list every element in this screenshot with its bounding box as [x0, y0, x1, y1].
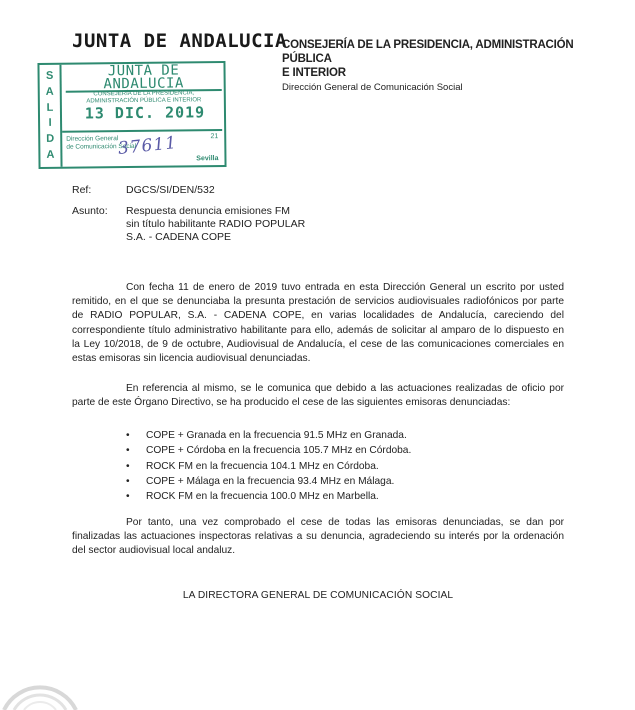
stamp-entry-number: 37611: [117, 132, 178, 160]
stamp-junta: JUNTA DE ANDALUCIA: [103, 62, 184, 93]
stamp-dg-line1: Dirección General: [66, 135, 119, 143]
asunto-line2: sin título habilitante RADIO POPULAR: [126, 218, 306, 230]
body-paragraph-2: En referencia al mismo, se le comunica que debido a las actuaciones realizadas de oficio por parte de este Órgano Directivo, se ha producido el cese de las siguientes emisoras denunciadas:: [72, 383, 564, 409]
list-item: • ROCK FM en la frecuencia 100.0 MHz en Marbella.: [126, 489, 411, 504]
list-item: • ROCK FM en la frecuencia 104.1 MHz en Córdoba.: [126, 459, 411, 474]
junta-de-andalucia-title: JUNTA DE ANDALUCIA: [72, 30, 287, 52]
list-item: • COPE + Córdoba en la frecuencia 105.7 MHz en Córdoba.: [126, 443, 411, 458]
asunto-row: [72, 205, 306, 244]
ref-row: [72, 184, 306, 197]
stamp-sub-line2: ADMINISTRACIÓN PÚBLICA E INTERIOR: [86, 96, 202, 104]
asunto-label: Asunto:: [72, 205, 108, 217]
stamp-number: 21: [210, 133, 219, 141]
footer-logo-mark-icon: [0, 670, 80, 710]
asunto-line3: S.A. - CADENA COPE: [126, 231, 232, 243]
stamp-letter: I: [48, 117, 52, 130]
emisoras-list: [126, 428, 411, 504]
stamp-header-box: [65, 62, 221, 104]
consejeria-name-line2: E INTERIOR: [282, 67, 346, 79]
stamp-letter: S: [45, 70, 54, 83]
asunto-value: [126, 205, 306, 244]
direccion-general: Dirección General de Comunicación Social: [282, 82, 463, 93]
stamp-date: 13 DIC. 2019: [84, 103, 206, 123]
list-item: • COPE + Granada en la frecuencia 91.5 MHz en Granada.: [126, 428, 411, 443]
stamp-letter: D: [46, 132, 55, 145]
consejeria-name-line1: CONSEJERÍA DE LA PRESIDENCIA, ADMINISTRACIÓN PÚBLICA: [282, 39, 574, 65]
stamp-letter: A: [45, 85, 54, 98]
ref-value: DGCS/SI/DEN/532: [126, 184, 215, 196]
stamp-side-letters: [39, 65, 62, 167]
stamp-city: Sevilla: [196, 155, 219, 163]
list-item: • COPE + Málaga en la frecuencia 93.4 MHz en Málaga.: [126, 474, 411, 489]
stamp-sub-line1: CONSEJERÍA DE LA PRESIDENCIA,: [93, 90, 195, 98]
stamp-letter: L: [46, 101, 54, 114]
body-paragraph-1: Con fecha 11 de enero de 2019 tuvo entrada en esta Dirección General un escrito por usted remitido, en el que se denunciaba la presunta prestación de servicios audiovisuales radiofónicos por parte de RADIO POPULAR, S.A. - CADENA COPE, en varias localidades de Andalucía, careciendo del correspondiente título administrativo habilitante para ello, además de solicitar al amparo de lo dispuesto en la Ley 10/2018, de 9 de octubre, Audiovisual de Andalucía, el cese de las comunicaciones comerciales en estas emisoras sin licencia audiovisual denunciadas.: [72, 282, 564, 365]
stamp-dg-line2: de Comunicación Social: [66, 142, 137, 151]
consejeria-header: [282, 38, 582, 94]
body-paragraph-3: Por tanto, una vez comprobado el cese de todas las emisoras denunciadas, se dan por finalizadas las actuaciones inspectoras relativas a su denuncia, agradeciendo su interés por la ordenación del sector audiovisual local andaluz.: [72, 517, 564, 557]
signature-title: LA DIRECTORA GENERAL DE COMUNICACIÓN SOCIAL: [182, 590, 454, 601]
ref-label: Ref:: [72, 184, 92, 196]
stamp-letter: A: [46, 148, 55, 161]
asunto-line1: Respuesta denuncia emisiones FM: [126, 205, 291, 217]
